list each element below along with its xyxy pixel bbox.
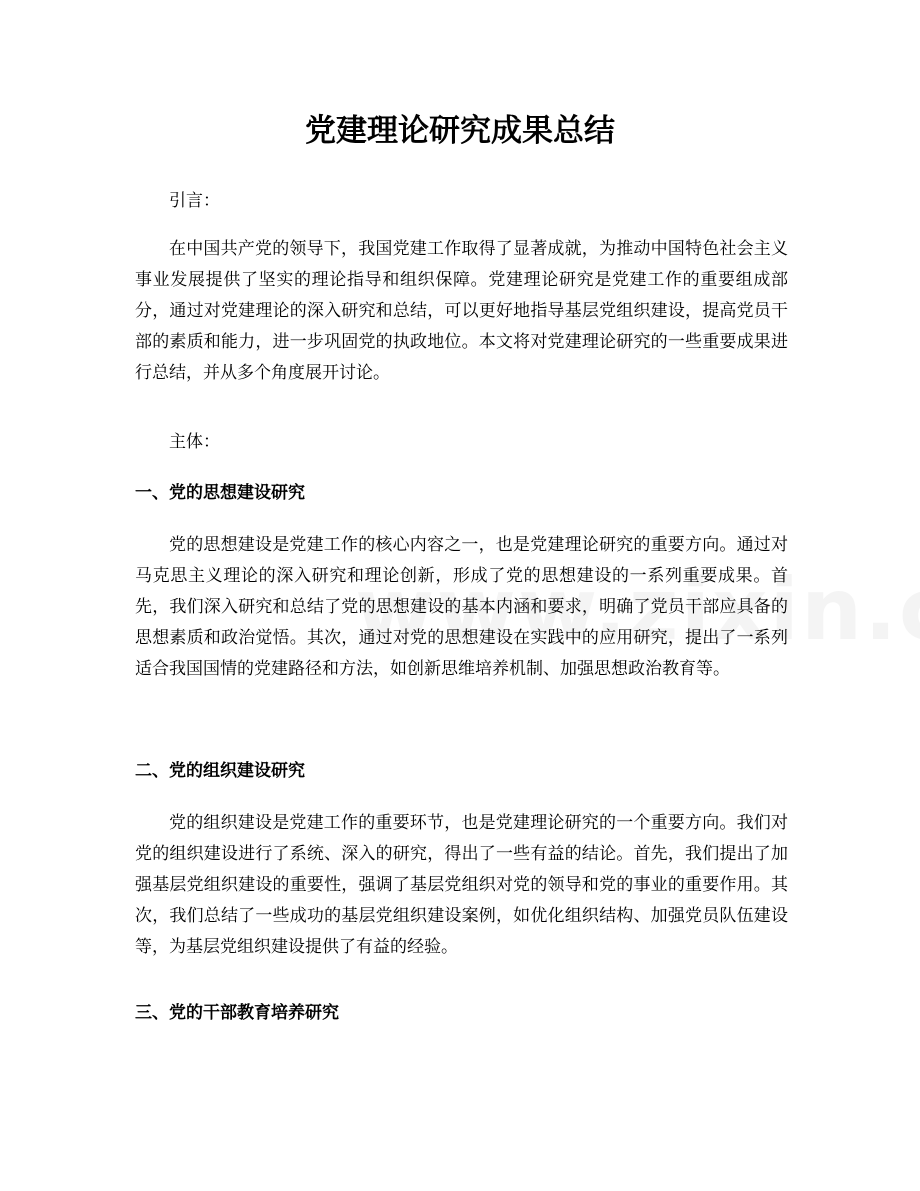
section-heading-1: 一、党的思想建设研究 [135, 483, 305, 503]
section-paragraph-2: 党的组织建设是党建工作的重要环节，也是党建理论研究的一个重要方向。我们对党的组织建设进行了系统、深入的研究，得出了一些有益的结论。首先，我们提出了加强基层党组织建设的重要性，强调了基层党组织对党的领导和党的事业的重要作用。其次，我们总结了一些成功的基层党组织建设案例，如优化组织结构、加强党员队伍建设等，为基层党组织建设提供了有益的经验。 [135, 813, 788, 957]
intro-paragraph: 在中国共产党的领导下，我国党建工作取得了显著成就，为推动中国特色社会主义事业发展提供了坚实的理论指导和组织保障。党建理论研究是党建工作的重要组成部分，通过对党建理论的深入研究和总结，可以更好地指导基层党组织建设，提高党员干部的素质和能力，进一步巩固党的执政地位。本文将对党建理论研究的一些重要成果进行总结，并从多个角度展开讨论。 [135, 239, 788, 383]
section-heading-3: 三、党的干部教育培养研究 [135, 1003, 339, 1023]
section-paragraph-1: 党的思想建设是党建工作的核心内容之一，也是党建理论研究的重要方向。通过对马克思主义理论的深入研究和理论创新，形成了党的思想建设的一系列重要成果。首先，我们深入研究和总结了党的思想建设的基本内涵和要求，明确了党员干部应具备的思想素质和政治觉悟。其次，通过对党的思想建设在实践中的应用研究，提出了一系列适合我国国情的党建路径和方法，如创新思维培养机制、加强思想政治教育等。 [135, 535, 788, 679]
intro-label: 引言： [169, 191, 220, 211]
section-heading-2: 二、党的组织建设研究 [135, 761, 305, 781]
body-label: 主体： [169, 432, 220, 452]
page-title: 党建理论研究成果总结 [305, 113, 615, 149]
